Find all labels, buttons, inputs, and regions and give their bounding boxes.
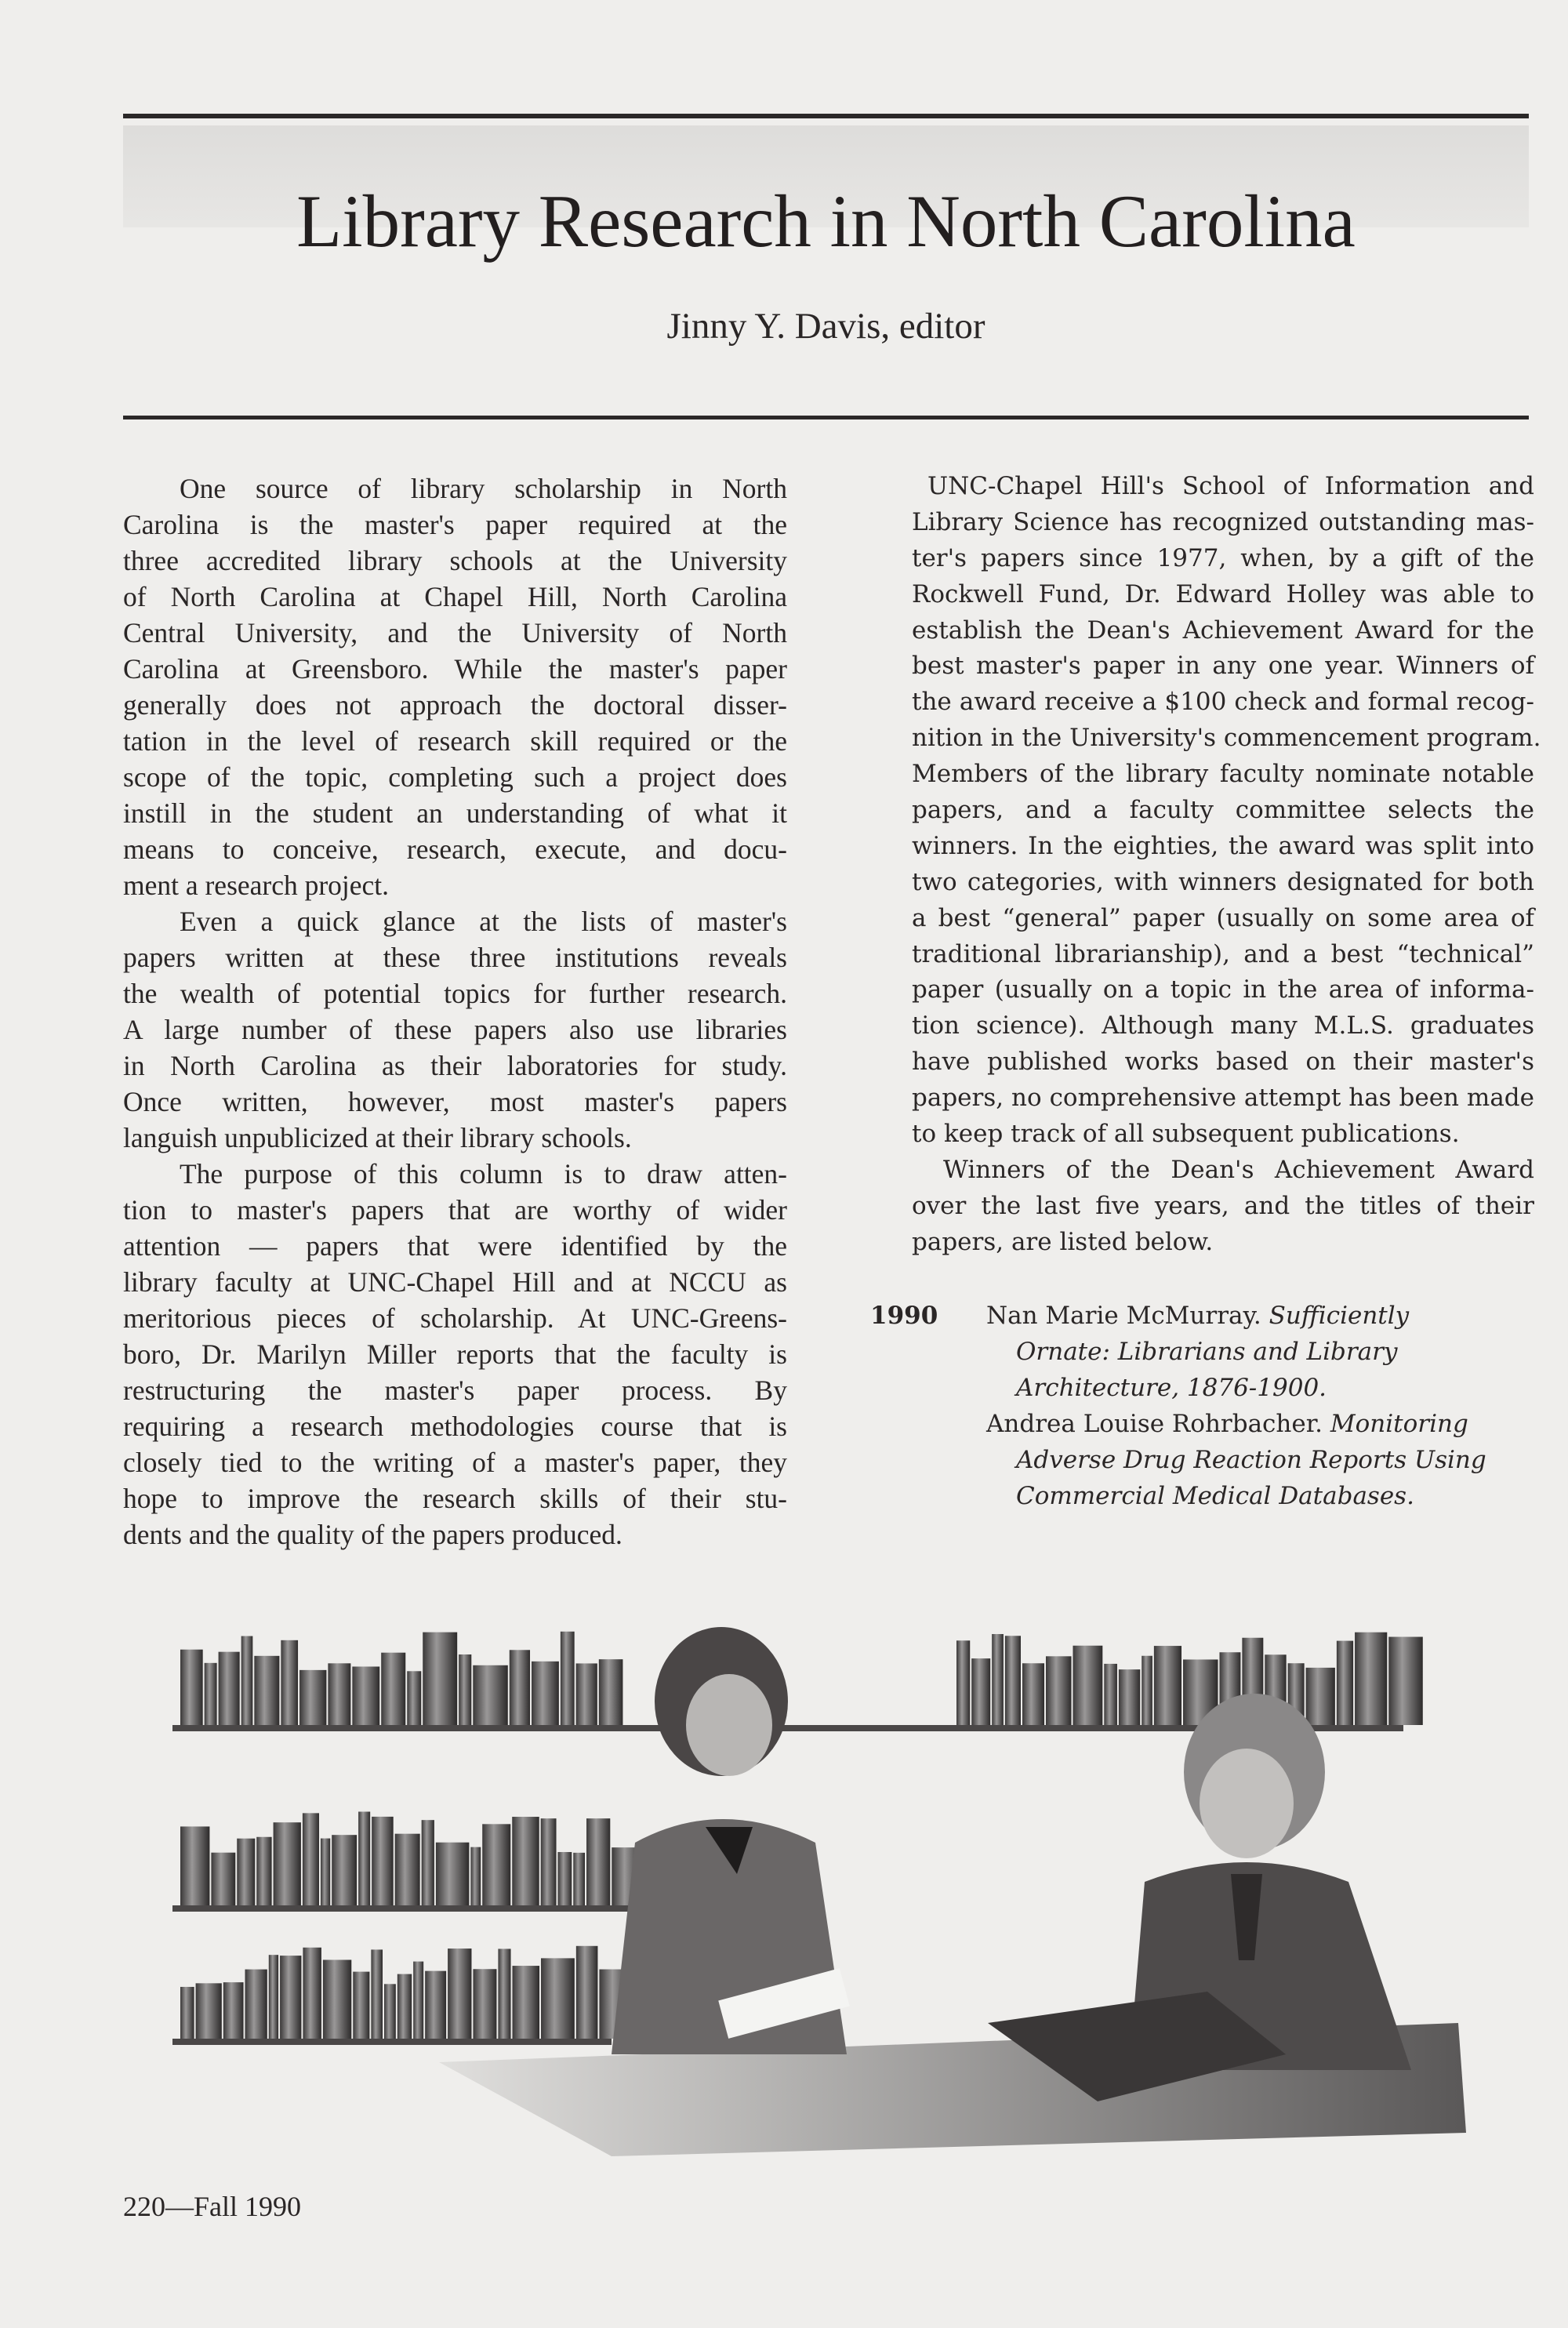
text-line: languish unpublicized at their library schools. <box>123 1122 632 1153</box>
book <box>397 1974 412 2039</box>
paper-title: Ornate: Librarians and Library <box>1016 1338 1398 1366</box>
book <box>1119 1669 1140 1725</box>
editor-byline: Jinny Y. Davis, editor <box>666 306 985 347</box>
paper-title: Commercial Medical Databases. <box>1016 1482 1414 1510</box>
winner-entry <box>986 1298 1409 1334</box>
winner-name: Nan Marie McMurray. <box>986 1302 1261 1330</box>
shelf <box>172 2039 612 2045</box>
paper-title: Sufficiently <box>1269 1302 1410 1330</box>
book <box>482 1824 510 1905</box>
text-line: Even a quick glance at the lists of master's <box>180 906 787 937</box>
book <box>205 1663 217 1725</box>
book <box>358 1812 370 1905</box>
book <box>513 1966 540 2039</box>
book <box>992 1634 1004 1725</box>
text-line: A large number of these papers also use libraries <box>123 1014 787 1045</box>
text-line: Once written, however, most master's papers <box>123 1086 787 1117</box>
book <box>372 1817 394 1905</box>
top-rule <box>123 114 1529 118</box>
book <box>407 1671 421 1725</box>
book <box>558 1852 572 1905</box>
book <box>323 1959 351 2039</box>
text-line: traditional librarianship), and a best “technical” <box>912 939 1534 968</box>
winner-entry <box>986 1406 1468 1442</box>
book <box>510 1650 530 1725</box>
text-line: means to conceive, research, execute, and docu- <box>123 834 787 865</box>
book <box>371 1949 383 2039</box>
book <box>219 1652 240 1725</box>
book <box>473 1665 507 1725</box>
text-line: two categories, with winners designated for both <box>912 867 1534 896</box>
book <box>473 1969 496 2039</box>
book <box>384 1984 396 2039</box>
book <box>280 1956 301 2039</box>
text-line: dents and the quality of the papers produced. <box>123 1519 622 1550</box>
text-line: papers, and a faculty committee selects the <box>912 796 1534 825</box>
book <box>196 1983 222 2039</box>
book <box>448 1948 471 2039</box>
book <box>299 1670 326 1725</box>
text-line: Carolina is the master's paper required at the <box>123 509 787 540</box>
book <box>321 1839 330 1905</box>
book <box>586 1818 610 1905</box>
book <box>498 1948 510 2039</box>
book <box>436 1843 469 1905</box>
paper-title: Adverse Drug Reaction Reports Using <box>1016 1446 1486 1474</box>
book <box>332 1835 357 1905</box>
book <box>573 1853 585 1905</box>
text-line: papers written at these three institutions reveals <box>123 942 787 973</box>
page-title: Library Research in North Carolina <box>296 180 1356 263</box>
page-footer: 220—Fall 1990 <box>123 2191 302 2222</box>
book <box>211 1853 235 1905</box>
book <box>245 1970 267 2039</box>
library-illustration <box>172 1615 1466 2164</box>
book <box>971 1658 990 1725</box>
book <box>256 1837 271 1905</box>
book <box>1022 1663 1044 1725</box>
book <box>512 1817 539 1905</box>
book <box>1337 1641 1353 1725</box>
text-line: Central University, and the University of North <box>123 617 787 648</box>
text-line: paper (usually on a topic in the area of informa- <box>912 975 1534 1004</box>
book <box>1306 1668 1335 1725</box>
text-line: Members of the library faculty nominate notable <box>912 760 1534 789</box>
text-line: restructuring the master's paper process. By <box>123 1375 787 1406</box>
text-line: establish the Dean's Achievement Award for the <box>912 616 1534 645</box>
book <box>956 1640 970 1725</box>
man-figure <box>988 1694 1411 2101</box>
book <box>352 1666 379 1725</box>
woman-figure <box>612 1627 850 2054</box>
text-line: papers, no comprehensive attempt has been made <box>912 1084 1534 1113</box>
text-line: the award receive a $100 check and formal recog- <box>912 688 1534 717</box>
book <box>1142 1656 1152 1725</box>
text-line: attention — papers that were identified by the <box>123 1230 787 1262</box>
book <box>237 1839 255 1905</box>
text-line: hope to improve the research skills of their stu- <box>123 1483 787 1514</box>
right-column <box>912 469 1541 1261</box>
book <box>1355 1633 1387 1725</box>
book <box>422 1820 434 1905</box>
book <box>1154 1646 1181 1725</box>
book <box>328 1663 350 1725</box>
book <box>576 1663 597 1725</box>
book <box>274 1822 301 1905</box>
book <box>1005 1636 1021 1725</box>
text-line: nition in the University's commencement program. <box>912 724 1541 753</box>
text-line: library faculty at UNC-Chapel Hill and at NCCU as <box>123 1266 787 1298</box>
text-line: have published works based on their master's <box>912 1048 1534 1077</box>
book <box>599 1659 623 1725</box>
book <box>281 1640 298 1725</box>
book <box>180 1650 203 1725</box>
book <box>241 1636 253 1725</box>
header-bottom-rule <box>123 416 1529 419</box>
book <box>459 1654 471 1725</box>
book <box>303 1813 319 1905</box>
text-line: three accredited library schools at the University <box>123 545 787 576</box>
book <box>223 1982 244 2039</box>
text-line: a best “general” paper (usually on some area of <box>912 903 1534 932</box>
text-line: best master's paper in any one year. Winners of <box>912 652 1534 681</box>
book <box>180 1987 194 2039</box>
text-line: closely tied to the writing of a master's paper, they <box>123 1447 787 1478</box>
text-line: UNC-Chapel Hill's School of Information and <box>927 472 1534 500</box>
text-line: One source of library scholarship in North <box>180 473 787 504</box>
book <box>1046 1656 1072 1725</box>
book <box>425 1971 446 2039</box>
book <box>381 1653 405 1725</box>
text-line: generally does not approach the doctoral disser- <box>123 689 787 721</box>
text-line: meritorious pieces of scholarship. At UNC-Greens- <box>123 1302 787 1334</box>
book <box>303 1948 321 2039</box>
text-line: tion science). Although many M.L.S. graduates <box>912 1011 1534 1041</box>
text-line: tation in the level of research skill required or the <box>123 725 787 757</box>
book <box>395 1834 420 1905</box>
text-line: Rockwell Fund, Dr. Edward Holley was able to <box>912 579 1534 608</box>
text-line: winners. In the eighties, the award was split into <box>912 831 1534 860</box>
text-line: Library Science has recognized outstanding mas- <box>912 507 1534 536</box>
text-line: boro, Dr. Marilyn Miller reports that the faculty is <box>123 1338 787 1370</box>
award-year: 1990 <box>870 1302 938 1330</box>
book <box>180 1826 209 1905</box>
book <box>1104 1664 1117 1725</box>
text-line: in North Carolina as their laboratories for study. <box>123 1050 787 1081</box>
book <box>532 1662 559 1725</box>
book <box>413 1962 423 2039</box>
text-line: the wealth of potential topics for further research. <box>123 978 787 1009</box>
left-column <box>123 470 787 1553</box>
text-line: over the last five years, and the titles of their <box>912 1191 1534 1220</box>
text-line: Winners of the Dean's Achievement Award <box>943 1155 1534 1184</box>
text-line: requiring a research methodologies course that is <box>123 1411 787 1442</box>
book <box>561 1632 575 1725</box>
book <box>576 1946 598 2039</box>
text-line: ter's papers since 1977, when, by a gift of the <box>912 543 1534 572</box>
text-line: Carolina at Greensboro. While the master's paper <box>123 653 787 685</box>
paper-title: Monitoring <box>1330 1410 1468 1438</box>
text-line: The purpose of this column is to draw atten- <box>180 1158 787 1189</box>
book <box>470 1847 481 1905</box>
book <box>1073 1646 1103 1725</box>
book <box>541 1818 557 1905</box>
book <box>353 1972 369 2039</box>
book <box>1388 1637 1423 1725</box>
text-line: scope of the topic, completing such a project does <box>123 761 787 793</box>
text-line: instill in the student an understanding of what it <box>123 797 787 829</box>
text-line: ment a research project. <box>123 870 390 901</box>
winner-name: Andrea Louise Rohrbacher. <box>986 1410 1323 1438</box>
text-line: to keep track of all subsequent publications. <box>912 1120 1460 1149</box>
paper-title: Architecture, 1876-1900. <box>1016 1374 1327 1402</box>
book <box>269 1955 278 2039</box>
book <box>254 1656 279 1725</box>
book <box>423 1633 457 1725</box>
text-line: tion to master's papers that are worthy of wider <box>123 1194 787 1226</box>
book <box>541 1958 575 2039</box>
text-line: of North Carolina at Chapel Hill, North Carolina <box>123 581 787 612</box>
text-line: papers, are listed below. <box>912 1227 1214 1256</box>
